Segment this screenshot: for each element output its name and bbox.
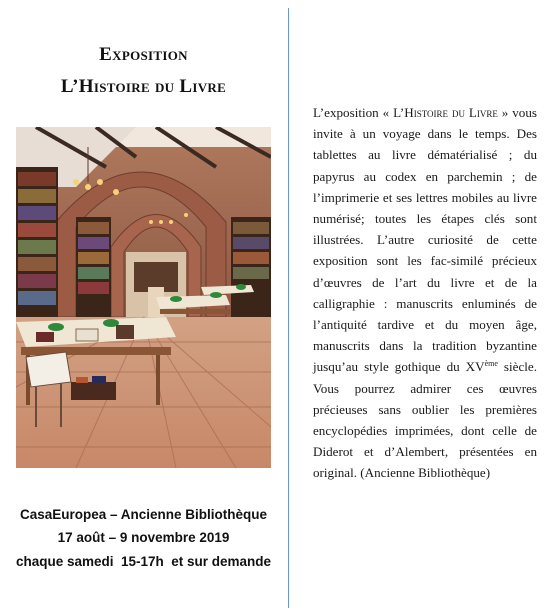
library-photo [16, 127, 271, 468]
exhibition-title-line2: L’Histoire du Livre [60, 76, 227, 97]
exhibition-description [313, 102, 537, 484]
event-venue: CasaEuropea – Ancienne Bibliothèque [19, 507, 268, 522]
column-divider [288, 8, 289, 608]
event-dates: 17 août – 9 novembre 2019 [57, 530, 230, 545]
description-body: » vous invite à un voyage dans le temps. Des tablettes au livre dématérialisé ; du papyrus au codex en parchemin ; de l’imprimerie et ses lettres mobiles au livre numérisé; toutes les étapes clés sont illustrées. L’autre curiosité de cette exposition sont les fac-similé précieux d’œuvres de l’art du livre et de la calligraphie : manuscrits enluminés de l’antiquité tardive et du moyen âge, manuscrits dans la tradition byzantine jusqu’au style gothique du XV [313, 105, 537, 375]
description-paragraph [313, 105, 537, 480]
description-exhibition-name: L’Histoire du Livre [393, 105, 498, 120]
library-interior-illustration [16, 127, 271, 468]
event-schedule: chaque samedi 15-17h et sur demande [15, 554, 272, 569]
exhibition-title-line1: Exposition [99, 44, 188, 65]
description-conclusion: siècle. Vous pourrez admirer ces œuvres précieuses sans oublier les premières encyclopédies imprimées, dont celle de Diderot et d’Alembert, présentées en original. (Ancienne Bibliothèque) [313, 359, 537, 481]
description-intro: L’exposition « [313, 105, 394, 120]
century-superscript: ème [484, 359, 498, 369]
